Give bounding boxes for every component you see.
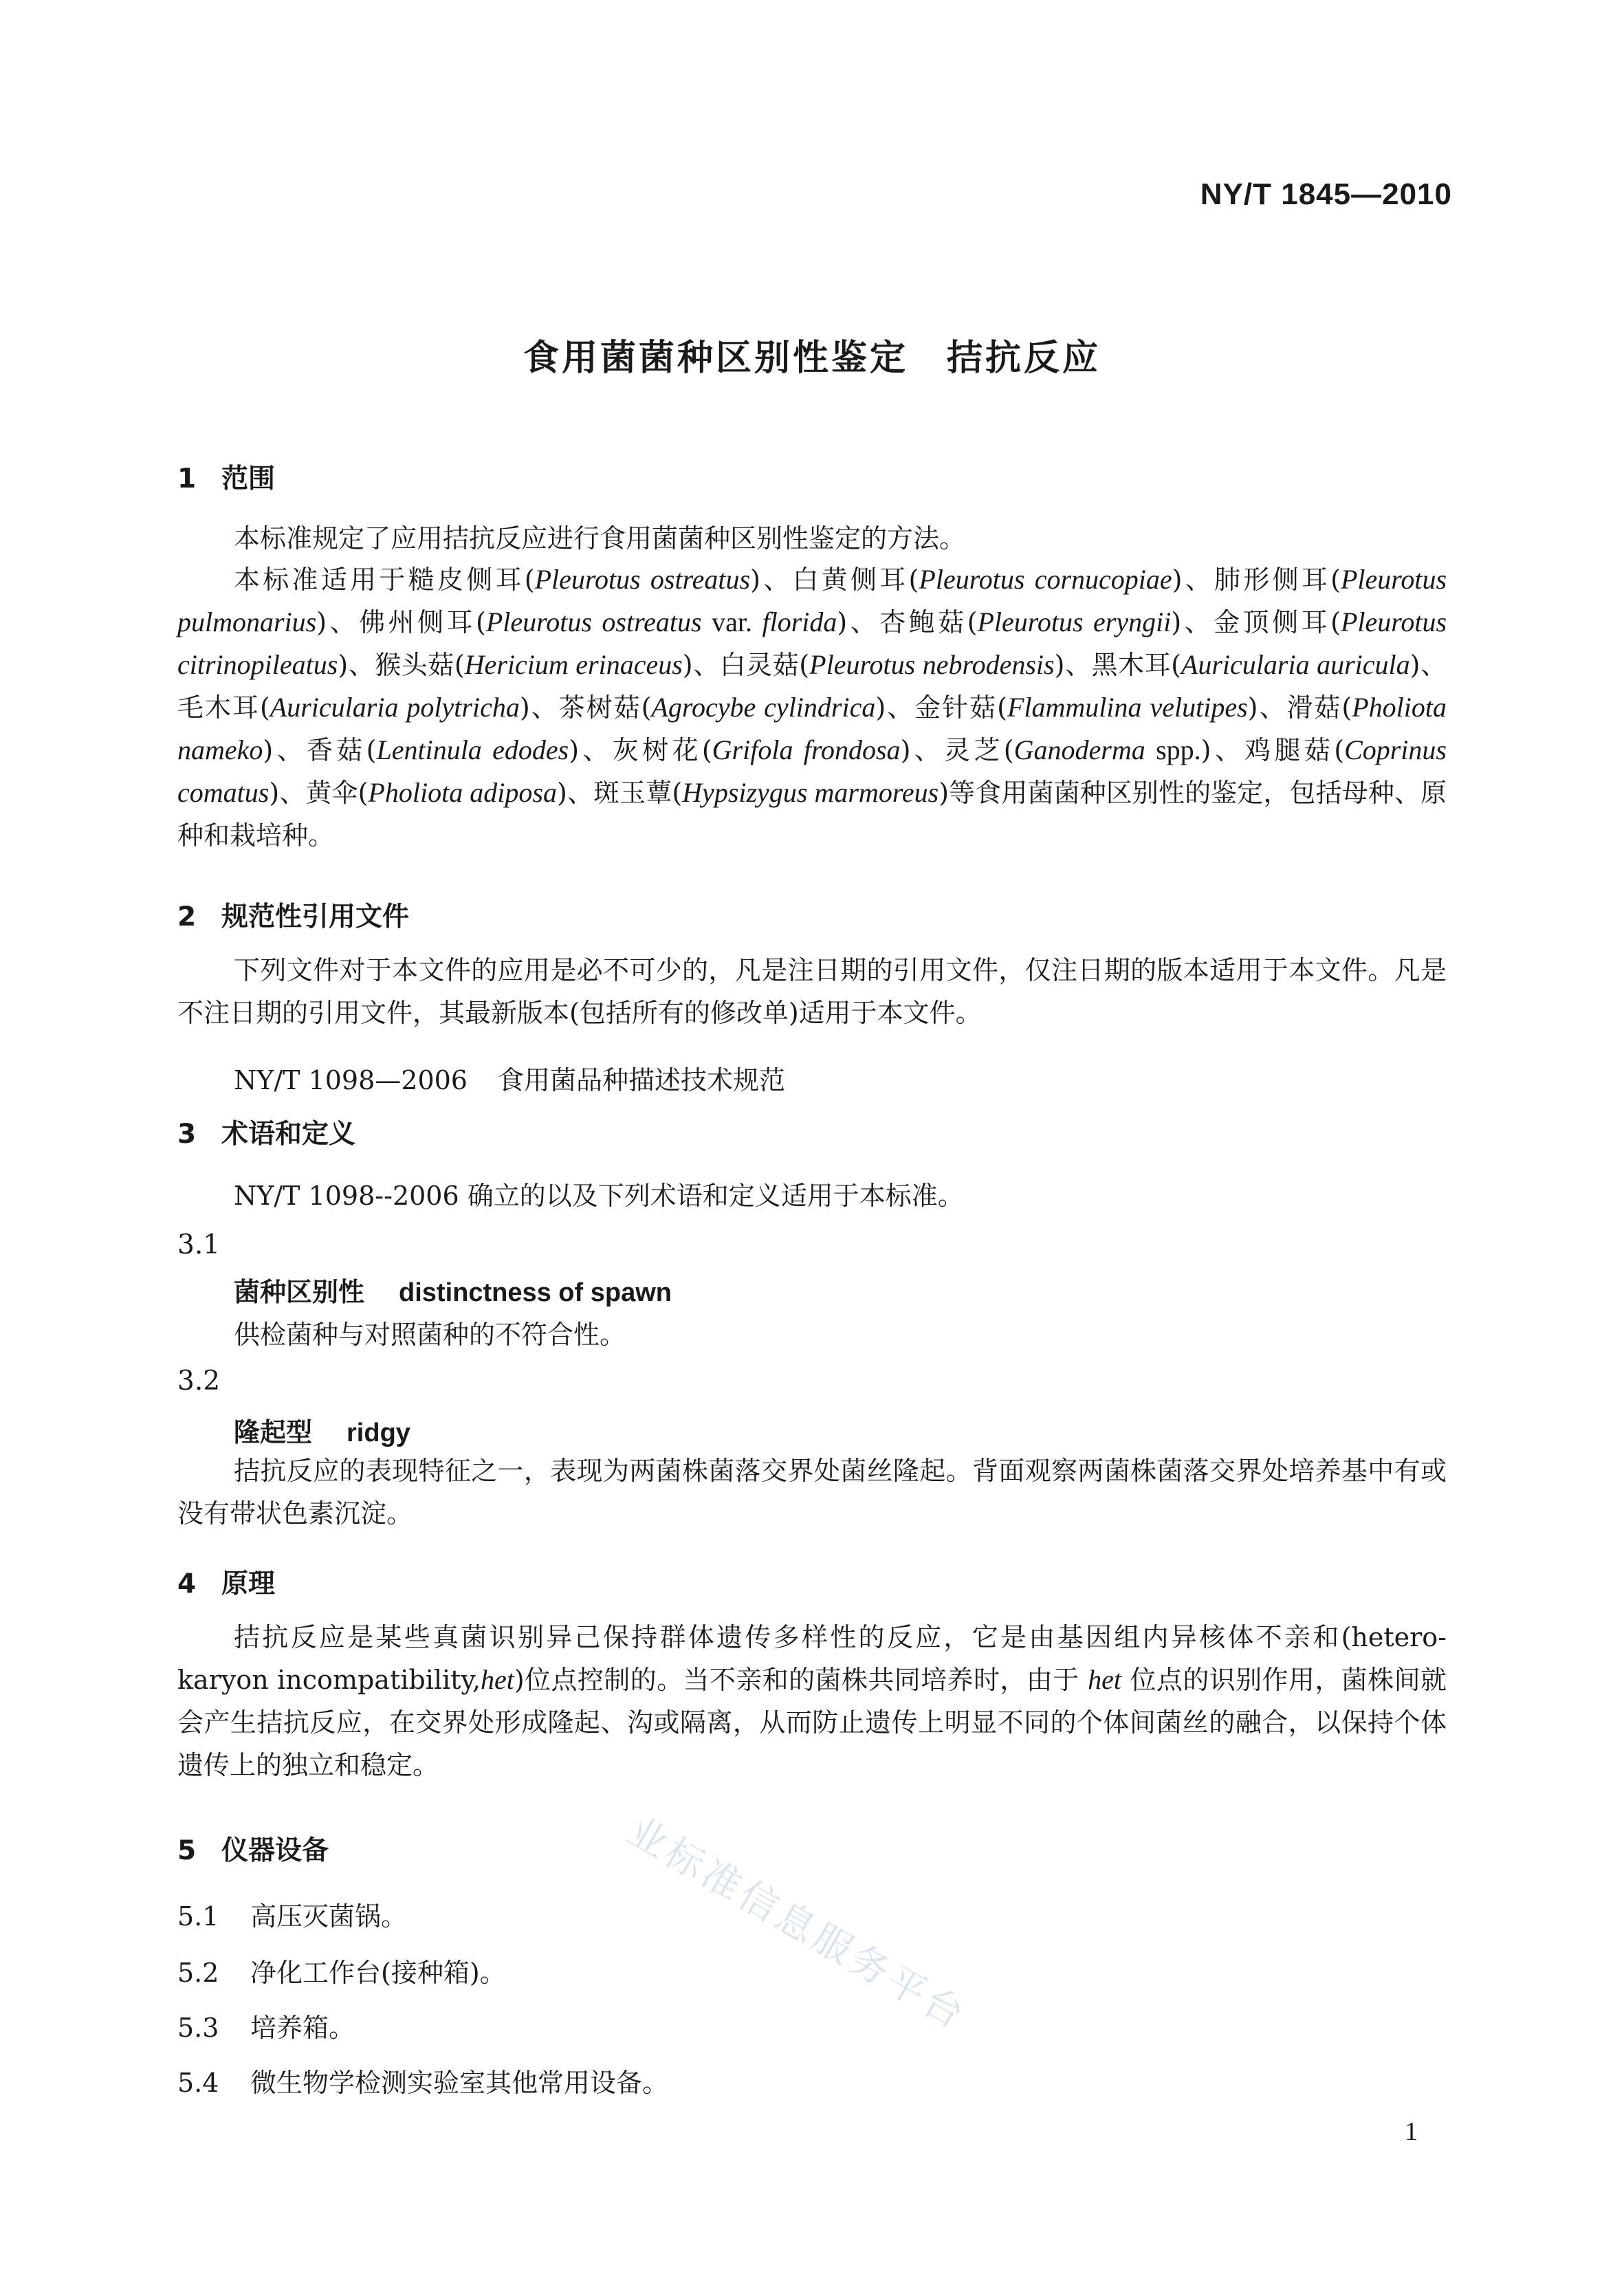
species-scientific-name: Flammulina velutipes [1007,692,1248,723]
item-text: 高压灭菌锅。 [250,1901,408,1932]
species-scientific-name: Pholiota adiposa [368,777,557,808]
scope-intro: 本标准适用于 [234,565,408,595]
species-cn-name: 金针菇( [914,692,1007,723]
species-cn-name: 黑木耳( [1091,650,1181,680]
species-scientific-name: Agrocybe cylindrica [651,692,876,723]
term-3-1-definition: 供检菌种与对照菌种的不符合性。 [234,1320,626,1350]
principle-text-c: 位点的识别作用，菌株间就会产生拮抗反应，在交界处形成隆起、沟或隔离，从而防止遗传上明显不同的个体间菌丝的融合，以保持个体遗传上的独立和稳定。 [177,1665,1447,1780]
watermark: 业标准信息服务平台 [619,1808,975,2040]
species-scientific-name: Pleurotus eryngii [977,606,1172,637]
section-title: 术语和定义 [221,1119,356,1150]
species-entry: 金顶侧耳(Pleurotus citrinopileatus)、 [177,606,1447,680]
reference-code: NY/T 1098—2006 [234,1065,468,1095]
section-2-paragraph [177,949,1447,1034]
term-3-2 [234,1411,410,1449]
section-number: 2 [177,901,197,932]
species-scientific-name: Grifola frondosa [712,734,901,765]
term-3-1 [234,1271,672,1309]
species-cn-name: 猴头菇( [375,650,465,680]
species-entry: 白黄侧耳(Pleurotus cornucopiae)、 [792,564,1215,595]
species-entry: 茶树菇(Agrocybe cylindrica)、 [558,692,915,723]
species-scientific-name: Pleurotus ostreatus [485,606,702,637]
term-en: ridgy [347,1419,410,1447]
species-cn-name: 斑玉蕈( [593,778,683,808]
species-list [177,565,1447,808]
normative-text: 下列文件对于本文件的应用是必不可少的，凡是注日期的引用文件，仅注日期的版本适用于本文件。凡是不注日期的引用文件，其最新版本(包括所有的修改单)适用于本文件。 [177,955,1447,1028]
principle-text-a: 拮抗反应是某些真菌识别异己保持群体遗传多样性的反应，它是由基因组内异核体不亲和(hetero-karyon incompatibility, [177,1622,1447,1695]
section-2-heading [177,895,409,934]
reference-title: 食用菌品种描述技术规范 [497,1065,785,1095]
section-number: 5 [177,1835,197,1866]
equipment-item [177,2062,668,2099]
species-cn-name: 肺形侧耳( [1214,565,1341,595]
species-entry: 肺形侧耳(Pleurotus pulmonarius)、 [177,564,1447,637]
section-1-paragraph-2 [177,558,1447,857]
term-3-1-number: 3.1 [177,1229,221,1260]
principle-text-b: )位点控制的。当不亲和的菌株共同培养时，由于 [514,1665,1079,1695]
species-entry: 猴头菇(Hericium erinaceus)、 [375,649,720,680]
het-term: het [480,1664,514,1695]
species-entry: 滑菇(Pholiota nameko)、 [177,692,1447,765]
section-title: 原理 [221,1568,276,1599]
item-number: 5.4 [177,2068,219,2098]
species-scientific-name: Lentinula edodes [376,734,569,765]
species-entry: 香菇(Lentinula edodes)、 [306,734,613,765]
species-scientific-name: Auricularia polytricha [270,692,520,723]
section-5-heading [177,1829,329,1868]
section-1-paragraph-1: 本标准规定了应用拮抗反应进行食用菌菌种区别性鉴定的方法。 [234,523,966,554]
term-en: distinctness of spawn [399,1278,672,1307]
term-3-2-definition [177,1450,1447,1535]
species-scientific-name: Pleurotus nebrodensis [809,649,1055,680]
species-cn-name: 杏鲍菇( [879,607,978,637]
species-scientific-name: Pleurotus pulmonarius [177,564,1447,637]
section-title: 仪器设备 [221,1835,329,1866]
item-text: 微生物学检测实验室其他常用设备。 [250,2068,669,2098]
species-cn-name: 滑菇( [1286,692,1352,723]
species-scientific-name: Coprinus comatus [177,734,1447,808]
species-entry: 黄伞(Pholiota adiposa)、 [305,777,594,808]
term-3-2-number: 3.2 [177,1366,221,1397]
species-scientific-name: Pleurotus citrinopileatus [177,606,1447,680]
item-number: 5.2 [177,1958,219,1988]
page-number: 1 [1405,2117,1418,2146]
species-scientific-name: Auricularia auricula [1181,649,1410,680]
normative-reference [234,1059,785,1097]
section-1-heading [177,457,275,496]
species-variety-marker: var. [701,606,762,637]
species-cn-name: 毛木耳( [177,692,270,723]
species-entry: 鸡腿菇(Coprinus comatus)、 [177,734,1447,808]
species-cn-name: 黄伞( [305,778,369,808]
section-number: 3 [177,1119,197,1150]
term-cn: 菌种区别性 [234,1277,365,1307]
species-cn-name: 灰树花( [612,735,712,765]
species-cn-name: 金顶侧耳( [1214,607,1341,637]
item-text: 净化工作台(接种箱)。 [250,1958,506,1988]
species-entry: 斑玉蕈(Hypsizygus marmoreus) [593,777,950,808]
het-term: het [1088,1664,1121,1695]
item-number: 5.1 [177,1901,219,1932]
species-scientific-name: Hericium erinaceus [464,649,683,680]
section-title: 范围 [221,463,276,494]
section-number: 1 [177,463,197,494]
section-4-paragraph [177,1616,1447,1786]
species-scientific-name: Pleurotus cornucopiae [919,564,1172,595]
species-variety-name: florida [762,606,837,637]
species-entry: 杏鲍菇(Pleurotus eryngii)、 [879,606,1214,637]
species-cn-name: 鸡腿菇( [1244,735,1345,765]
species-cn-name: 佛州侧耳( [359,607,486,637]
species-entry: 毛木耳(Auricularia polytricha)、 [177,692,559,723]
standard-code: NY/T 1845—2010 [1200,177,1452,211]
species-entry: 黑木耳(Auricularia auricula)、 [1091,649,1447,680]
document-title: 食用菌菌种区别性鉴定 拮抗反应 [523,338,1101,379]
item-text: 培养箱。 [250,2013,355,2043]
scope-end: 等食用菌菌种区别性的鉴定，包括母种、原种和栽培种。 [177,778,1447,851]
equipment-item [177,1895,407,1933]
section-title: 规范性引用文件 [221,901,410,932]
section-4-heading [177,1562,275,1601]
species-cn-name: 白黄侧耳( [792,565,919,595]
species-cn-name: 茶树菇( [558,692,652,723]
section-3-paragraph: NY/T 1098--2006 确立的以及下列术语和定义适用于本标准。 [234,1181,964,1211]
species-entry: 灰树花(Grifola frondosa)、 [612,734,945,765]
species-entry: 糙皮侧耳(Pleurotus ostreatus)、 [408,564,793,595]
species-cn-name: 糙皮侧耳( [408,565,535,595]
definition-text: 拮抗反应的表现特征之一，表现为两菌株菌落交界处菌丝隆起。背面观察两菌株菌落交界处培养基中有或没有带状色素沉淀。 [177,1456,1447,1529]
species-entry: 白灵菇(Pleurotus nebrodensis)、 [719,649,1092,680]
species-scientific-name: Pleurotus ostreatus [534,564,751,595]
equipment-item [177,1951,506,1989]
species-entry: 灵芝(Ganoderma spp.)、 [944,734,1245,765]
species-cn-name: 白灵菇( [719,650,810,680]
equipment-item [177,2007,355,2044]
section-number: 4 [177,1568,197,1599]
species-scientific-name: Ganoderma [1013,734,1145,765]
item-number: 5.3 [177,2013,219,2043]
species-entry: 佛州侧耳(Pleurotus ostreatus var. florida)、 [359,606,880,637]
species-scientific-name: Hypsizygus marmoreus [682,777,939,808]
species-cn-name: 灵芝( [944,735,1014,765]
species-entry: 金针菇(Flammulina velutipes)、 [914,692,1287,723]
term-cn: 隆起型 [234,1417,313,1447]
species-cn-name: 香菇( [306,735,377,765]
section-3-heading [177,1113,355,1151]
species-variety-marker: spp. [1145,734,1201,765]
species-scientific-name: Pholiota nameko [177,692,1447,765]
